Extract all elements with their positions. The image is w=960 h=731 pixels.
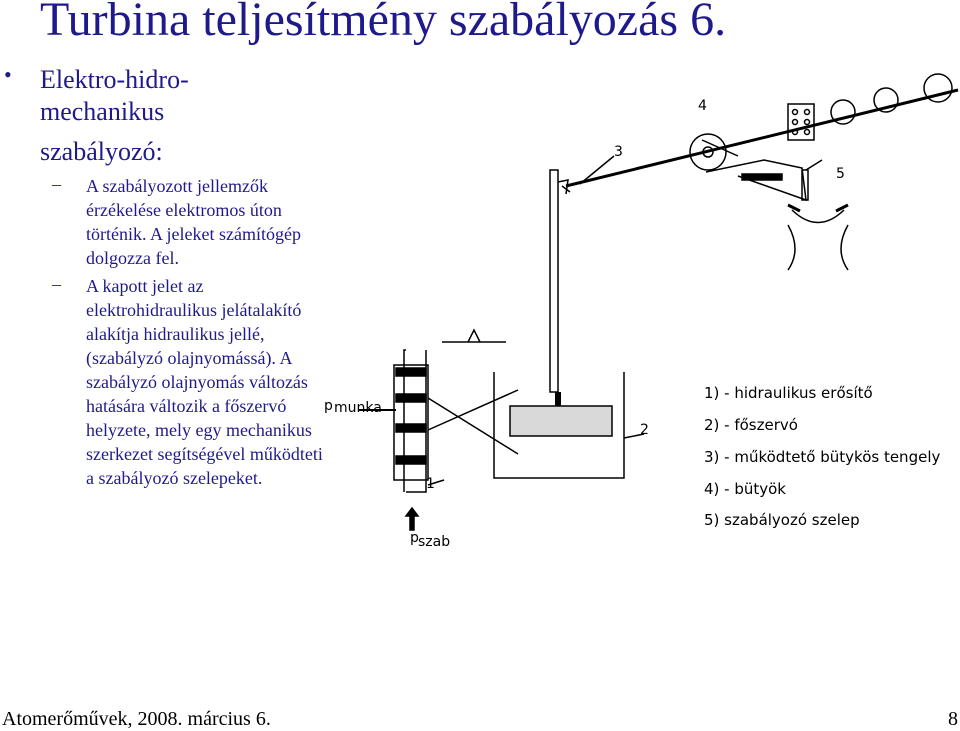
- legend-item-3: 3) - működtető bütykös tengely: [704, 448, 941, 466]
- footer-text: Atomerőművek, 2008. március 6.: [2, 708, 271, 730]
- legend-item-1: 1) - hidraulikus erősítő: [704, 384, 873, 402]
- sub-bullet-2: A kapott jelet az elektrohidraulikus jelátalakító alakítja hidraulikus jellé, (szabályzó olajnyomássá). A szabályzó olajnyomás változás hatására változik a főszervó helyzete, mely egy mechanikus szerkezet segítségével működteti a szabályozó szelepeket.: [86, 276, 323, 488]
- label-p-munka-sub: munka: [334, 400, 382, 416]
- label-p-munka: p: [324, 398, 333, 414]
- main-bullet-line-2: mechanikus: [40, 97, 165, 126]
- label-4: 4: [698, 98, 707, 114]
- legend-item-2: 2) - főszervó: [704, 416, 798, 434]
- turbine-control-diagram: [318, 60, 960, 548]
- dash-icon: –: [52, 174, 61, 194]
- label-2: 2: [640, 422, 649, 438]
- vertical-rod: [550, 170, 558, 392]
- sub-bullet-1: A szabályozott jellemzők érzékelése elektromos úton történik. A jeleket számítógép dolgozza fel.: [86, 176, 301, 268]
- label-p-szab: p: [410, 530, 419, 546]
- main-bullet-line-3: szabályozó:: [40, 137, 163, 166]
- main-bullet: [40, 64, 330, 168]
- camshaft-3: [566, 90, 958, 186]
- label-p-szab-sub: szab: [418, 534, 451, 548]
- legend-item-4: 4) - bütyök: [704, 480, 786, 498]
- dash-icon: –: [52, 274, 61, 294]
- label-3: 3: [614, 144, 623, 160]
- label-1: 1: [426, 476, 435, 492]
- main-bullet-line-1: Elektro-hidro-: [40, 65, 189, 94]
- bullet-dot-icon: •: [4, 62, 12, 87]
- label-5: 5: [836, 166, 845, 182]
- page-number: 8: [948, 708, 958, 730]
- slide-title: Turbina teljesítmény szabályozás 6.: [40, 0, 727, 46]
- legend-item-5: 5) szabályozó szelep: [704, 511, 860, 529]
